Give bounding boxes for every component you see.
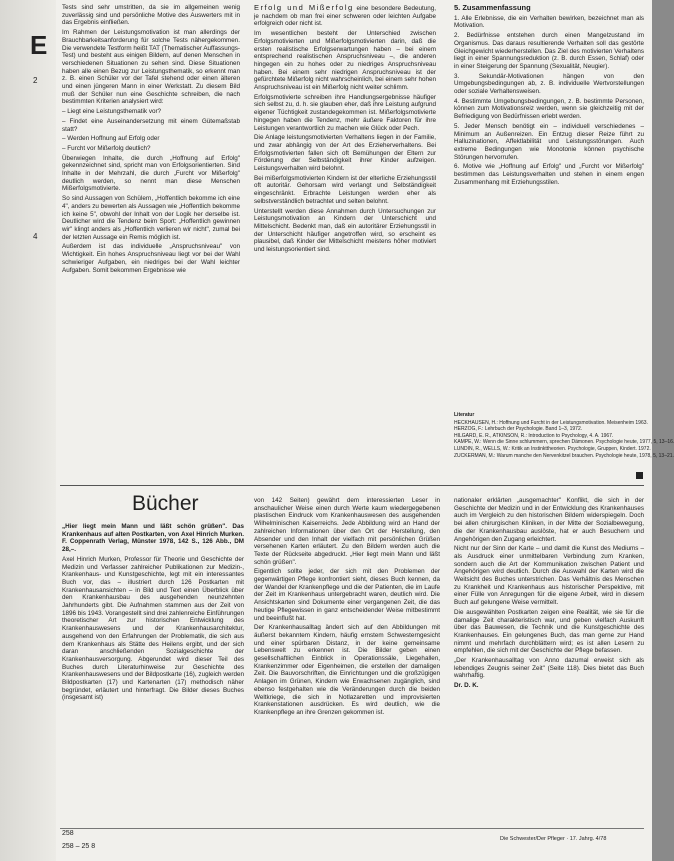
paragraph: Axel Hinrich Murken, Professor für Theorie und Geschichte der Medizin und Verfasser zahlreicher Publikationen zur Medizin-, Krankenhaus- und Kunstgeschichte, legt mit ein interessantes Buch vor, das – illustriert durch 126 Postkarten mit Krankenhausansichten – in Bild und Text einen Überblick über den Krankenhausbau des ausgehenden neunzehnten Jahrhunderts gibt. Die Aufnahmen stammen aus der Zeit von 1896 bis 1943. Vorangestellt sind drei zahlenreiche Einführungen theoretischer Art zur historischen Entwicklung des Krankenhauswesens und der Krankenhausarchitektur, ausgehend von den Erfahrungen der Problematik, die sich aus dem Krankenhaus als Stätte des Heilens ergibt, und der sich daran anschließenden Sozialgeschichte der Krankenhausversorgung. Abgerundet wird dieser Teil des Buches durch Literaturhinweise zur Geschichte des Krankenhauswesens und der Bildpostkarte (16), zugleich werden Bildpostkarten (17) und Kartenarten (17) methodisch näher begründet, erläutert und hinterfragt. Die Bilder dieses Buches (insgesamt ist) xyxy=(62,555,244,702)
list-item: – Furcht vor Mißerfolg deutlich? xyxy=(62,144,151,152)
list-item: – Findet eine Auseinandersetzung mit einem Gütemaßstab statt? xyxy=(62,117,240,133)
paragraph: „Der Krankenhausalltag von Anno dazumal erweist sich als lebendiges Zeugnis seiner Zeit" (Seite 118). Dies bietet das Buch wahrhaftig. xyxy=(454,657,644,680)
paragraph: von 142 Seiten) gewährt dem interessierten Leser in anschaulicher Weise einen durch Werte kaum wiedergegebenen plastischen Eindruck vom Krankenhauswesen des ausgehenden Wilhelminischen Kaiserreichs. Jede Abbildung wird an Hand der zahlreichen Informationen über den Ort der Herstellung, den Absender und den Inhalt der vielfach mit persönlichen Grüßen versehenen Karten erläutert. Zu den Bildern werden auch die Texte der Rückseite abgedruckt. „Hier liegt mein Mann und läßt schön grüßen". xyxy=(254,497,440,566)
list-item: – Werden Hoffnung auf Erfolg oder xyxy=(62,135,160,143)
review-column-3 xyxy=(454,497,644,817)
paragraph: Überwiegen Inhalte, die durch „Hoffnung auf Erfolg" gekennzeichnet sind, spricht man von Erfolgsorientierten. Sind Inhalte in der Mehrzahl, die durch „Furcht vor Mißerfolg" deutlich werden, so nennt man diese Menschen Mißerfolgsmotivierte. xyxy=(62,154,240,193)
section-divider xyxy=(60,485,644,486)
handwritten-note: 258 – 25 8 xyxy=(62,843,96,850)
paragraph: Bei mißerfolgsmotivierten Kindern ist der elterliche Erziehungsstil oft autoritär. Gehorsam wird verlangt und Selbständigkeit eingeschränkt. Erbrachte Leistungen werden eher als selbstverständlich betrachtet und selten belohnt. xyxy=(254,174,436,205)
literature-list xyxy=(454,412,674,459)
literature-entry: HILGARD, E. R., ATKINSON, R.: Introduction to Psychology, 4. A. 1967. xyxy=(454,432,614,439)
literature-entry: HECKHAUSEN, H.: Hoffnung und Furcht in der Leistungsmotivation. Meisenheim 1963. xyxy=(454,419,648,426)
list-item: – Liegt eine Leistungsthematik vor? xyxy=(62,108,162,116)
paragraph: Nicht nur der Sinn der Karte – und damit die Kunst des Mediums – als Ausdruck einer unmittelbaren Verbindung zum Kranken, sondern auch die Art der Kommunikation zwischen Patient und Angehörigen wird deutlich. Durch die Auswahl der Karten wird die Weitsicht des Buches unterstrichen. Das Verhältnis des Menschen zu Krankheit und Krankenhaus aus historischer Perspektive, mit einer Fülle von Anregungen für die eigene Arbeit, wird in diesem Buch auf gelungene Weise vermittelt. xyxy=(454,545,644,607)
article-column-1 xyxy=(62,4,240,479)
paragraph: Der Krankenhausalltag ändert sich auf den Abbildungen mit äußerst bekanntem Kindern, häufig ernstem Schwesterngesicht und einer spürbaren Distanz, in der keine gemeinsame Lebenswelt zu erkennen ist. Die Bilder geben einen gesellschaftlichen Einblick in Operationssäle, Liegehallen, Krankenzimmer oder Eigenheimen, die erstellen der damaligen Zeit. Die Bauvorschriften, die Einrichtungen und die großzügigen Anlagen im Grünen, Kindern wie Erwachsenen zugänglich, sind ebenso festgehalten wie die Veränderungen durch die beiden Weltkriege, die sich in Notlazaretten und improvisierten Krankenstationen ausdrücken. Es wird deutlich, wie die Krankenpflege an ihre Grenzen gekommen ist. xyxy=(254,624,440,716)
paragraph: Außerdem ist das individuelle „Anspruchsniveau" von Wichtigkeit. Ein hohes Anspruchsniveau liegt vor bei der Wahl schwieriger Aufgaben, ein niedriges bei der Wahl leichter Aufgaben. Somit bekommen Ergebnisse wie xyxy=(62,243,240,274)
literature-entry: KAMPE, W.: Wenn die Sinne schlummern, sprechen Dämonen. Psychologie heute, 1977, 5, 13–16. xyxy=(454,439,674,446)
paragraph: Die Anlage leistungsmotivierten Verhaltens liegen in der Familie, und zwar abhängig von der Art des Erzieherverhaltens. Bei Erfolgsmotivierten fallen sich oft Bemühungen der Eltern zur Förderung der Selbständigkeit ihrer Kinder aufzeigen. Leistungsverhalten wird belohnt. xyxy=(254,134,436,173)
summary-item: 5. Jeder Mensch benötigt ein – individuell verschiedenes – Minimum an Außenreizen. Ein Entzug dieser Reize führt zu Halluzinationen, Affektlabilität und Leistungsstörungen. Auch extreme Bedingungen wie Monotonie können psychische Störungen hervorrufen. xyxy=(454,122,644,161)
books-heading: Bücher xyxy=(132,492,199,515)
paragraph: Im Rahmen der Leistungsmotivation ist man allerdings der Brauchbarkeitsanforderung für solche Tests nähergekommen. Die verwendete Testform heißt TAT (Thematischer Auffassungs-Test) und besteht aus einigen Bildern, auf denen Menschen in verschiedenen Situationen zu sehen sind. Diese Situationen haben alle einen Bezug zur Leistungsthematik, so erkennt man z. B. einen Schüler vor der Tafel stehend oder einen älteren und einen jüngeren Mann in einer Werkstatt. Zu diesem Bild muß der Schüler nun eine Geschichte schreiben, die nach bestimmten Kriterien analysiert wird: xyxy=(62,29,240,106)
literature-entry: ZUCKERMAN, M.: Warum manche den Nervenkitzel brauchen. Psychologie heute, 1978, 5, 13–21. xyxy=(454,452,674,459)
summary-item: 2. Bedürfnisse entstehen durch einen Mangelzustand im Organismus. Das daraus resultierende Verhalten soll das gestörte Gleichgewicht wiederherstellen. Das Ziel des motivierten Verhaltens liegt in einer Spannungsreduktion (z. B. durch Essen, Schlaf) oder in einer Steigerung der Spannung (Sexualität, Neugier). xyxy=(454,32,644,70)
summary-column xyxy=(454,4,644,384)
literature-entry: LUNDIN, R., WELLS, W.: Kritik an Instinkttheorien. Psychologie, Gruppen, Kindert. 1972. xyxy=(454,445,651,452)
article-column-2 xyxy=(254,4,436,479)
literature-heading: Literatur xyxy=(454,412,475,418)
paragraph: Erfolgsmotivierte schreiben ihre Handlungsergebnisse häufiger sich selbst zu, d. h. sie glauben eher, daß ihre Leistung aufgrund eigener Tüchtigkeit zustandegekommen ist. Mißerfolgsmotivierte hingegen haben die Tendenz, mehr äußere Faktoren für ihre Leistungen verantwortlich zu machen wie Glück oder Pech. xyxy=(254,93,436,132)
book-title: „Hier liegt mein Mann und läßt schön grüßen". Das Krankenhaus auf alten Postkarten, von Axel Hinrich Murken. F. Coppenrath Verlag, Münster 1978, 142 S., 126 Abb., DM 28,–. xyxy=(62,523,244,554)
paragraph: Eigentlich sollte jeder, der sich mit den Problemen der gegenwärtigen Pflege konfrontiert sieht, dieses Buch kennen, da der Wandel der Krankenpflege und die der Patienten, die im Laufe der Zeit im Krankenhaus untergebracht waren, deutlich wird. Die Ansichtskarten sind Dokumente einer vergangenen Zeit, die das heutige Pflegewissen in ganz entscheidender Weise mitbestimmt und beeinflußt hat. xyxy=(254,568,440,622)
inline-subheading: Erfolg und Mißerfolg xyxy=(254,3,354,12)
end-mark-square xyxy=(636,472,643,479)
review-column-2 xyxy=(254,497,440,829)
summary-item: 6. Motive wie „Hoffnung auf Erfolg" und „Furcht vor Mißerfolg" bestimmen das Leistungsverhalten und stehen in einem engen Zusammenhang mit Erziehungsstilen. xyxy=(454,163,644,186)
journal-footer: Die Schwester/Der Pfleger · 17. Jahrg. 4/78 xyxy=(500,836,607,842)
margin-mark: 4 xyxy=(33,232,38,241)
paragraph: Tests sind sehr umstritten, da sie im allgemeinen wenig zuverlässig sind und persönliche Motive des Auswerters mit in das Ergebnis einfließen. xyxy=(62,4,240,27)
summary-item: 4. Bestimmte Umgebungsbedingungen, z. B. bestimmte Personen, können zum Motivationsreiz werden, wenn sie gleichzeitig mit der Befriedigung von Bedürfnissen erlebt werden. xyxy=(454,97,644,121)
reviewer-signature: Dr. D. K. xyxy=(454,682,479,690)
paragraph: Die ausgewählten Postkarten zeigen eine Realität, wie sie für die damalige Zeit charakteristisch war, und geben vielfach Auskunft über das Bauwesen, die Technik und die Kunstgeschichte des Krankenhauses. Ein gelungenes Buch, das man gerne zur Hand nimmt und mehrfach durchblättern wird; es ist allen Lesern zu empfehlen, die sich mit der Geschichte der Pflege befassen. xyxy=(454,608,644,655)
literature-entry: HERZOG, F.: Lehrbuch der Psychologie. Band 1–3, 1972. xyxy=(454,426,583,433)
margin-heading-letter: E xyxy=(30,30,48,60)
paragraph: Unterstellt werden diese Annahmen durch Untersuchungen zur Leistungsmotivation an Kindern der Unterschicht und Mittelschicht. Bedenkt man, daß ein autoritärer Erziehungsstil in der Unterschicht häufiger angetroffen wird, so erscheint es plausibel, daß Kinder der Mittelschicht meistens höher motiviert und leistungsorientiert sind. xyxy=(254,207,436,254)
paragraph: Im wesentlichen besteht der Unterschied zwischen Erfolgsmotivierten und Mißerfolgsmotivierten darin, daß die ersten realistische Erfolgserwartungen haben – bei einem entsprechend realistischen Anspruchsniveau –, die anderen hingegen ein zu hohes oder zu niedriges Anspruchsniveau haben. Bei einem sehr niedrigen Anspruchsniveau ist der gefürchtete Mißerfolg nicht wahrscheinlich, bei einem sehr hohen Anspruchsniveau ist ein Mißerfolg nicht weiter schlimm. xyxy=(254,30,436,92)
summary-item: 3. Sekundär-Motivationen hängen von den Umgebungsbedingungen ab, z. B. individuelle Wertvorstellungen oder soziale Verhaltensweisen. xyxy=(454,72,644,96)
summary-item: 1. Alle Erlebnisse, die ein Verhalten bewirken, bezeichnet man als Motivation. xyxy=(454,14,644,30)
section-heading: 5. Zusammenfassung xyxy=(454,3,531,12)
page-curl-shadow xyxy=(0,0,56,861)
paragraph: eine besondere Bedeutung, je nachdem ob man frei einer schweren oder leichten Aufgabe erfolgreich oder nicht ist. xyxy=(254,5,437,28)
margin-mark: 2 xyxy=(33,76,38,85)
paragraph: So sind Aussagen von Schülern, „Hoffentlich bekomme ich eine 4", anders zu bewerten als Aussagen wie „Hoffentlich bekomme ich keine 5", obwohl der Inhalt von der Logik her derselbe ist. Deutlicher wird die Tendenz beim Sport: „Hoffentlich gewinnen wir" klingt anders als „Hoffentlich verlieren wir nicht", zumal bei der letzten Aussage ein Remis möglich ist. xyxy=(62,195,240,241)
paragraph: nationaler erklärten „ausgemachter" Konflikt, die sich in der Geschichte der Medizin und in der Entwicklung des Krankenhauses auch im Vergleich zu den historischen Bildern widerspiegeln. Doch bei allen chirurgischen Kliniken, in der Mitte der Sozialbewegung, die der Krankenhausbau auslöste, hat er auch Besuchern und Angehörigen den Zugang erleichtert. xyxy=(454,497,644,543)
page-number: 258 xyxy=(62,830,74,837)
footer-divider xyxy=(60,828,644,829)
review-column-1 xyxy=(62,523,244,823)
